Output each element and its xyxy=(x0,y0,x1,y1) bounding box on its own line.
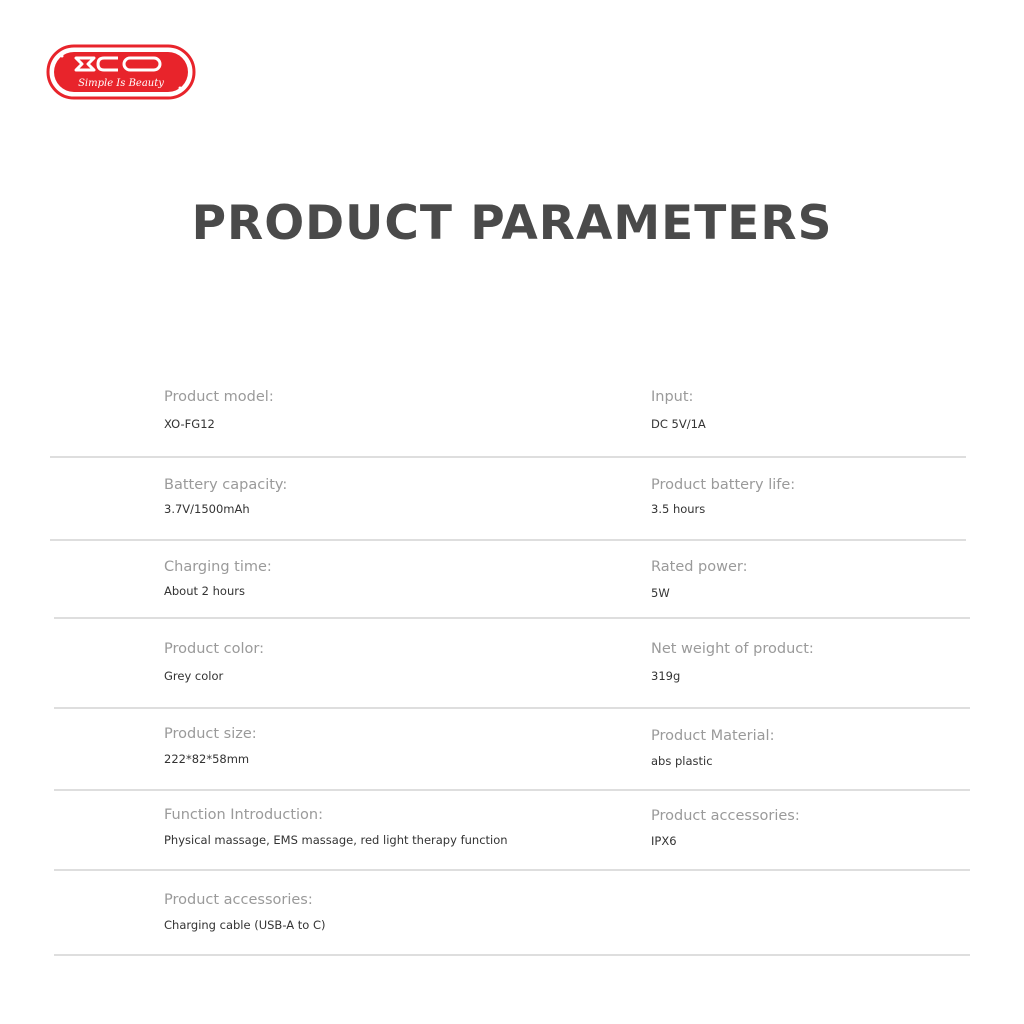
parameter-cell xyxy=(164,559,584,598)
parameter-value: IPX6 xyxy=(651,834,677,848)
parameter-value: 3.5 hours xyxy=(651,502,706,516)
parameter-label: Net weight of product: xyxy=(651,641,814,657)
parameter-value: Charging cable (USB-A to C) xyxy=(164,918,326,932)
parameter-value: DC 5V/1A xyxy=(651,417,706,431)
row-divider xyxy=(50,456,966,458)
row-divider xyxy=(54,789,970,791)
parameter-cell xyxy=(651,641,1024,683)
parameter-value: Physical massage, EMS massage, red light therapy function xyxy=(164,833,508,847)
row-divider xyxy=(54,617,970,619)
parameter-label: Product Material: xyxy=(651,728,775,744)
parameter-label: Product battery life: xyxy=(651,477,796,493)
parameter-label: Rated power: xyxy=(651,559,748,575)
row-divider xyxy=(54,707,970,709)
parameter-value: XO-FG12 xyxy=(164,417,215,431)
parameter-cell xyxy=(164,641,584,683)
parameter-value: 3.7V/1500mAh xyxy=(164,502,250,516)
xo-logo xyxy=(46,44,196,100)
parameter-label: Input: xyxy=(651,389,694,405)
row-divider xyxy=(50,539,966,541)
page-title: PRODUCT PARAMETERS xyxy=(191,196,833,251)
parameter-label: Product size: xyxy=(164,726,257,742)
parameter-cell xyxy=(651,728,1024,768)
parameter-cell xyxy=(651,559,1024,600)
row-divider xyxy=(54,869,970,871)
parameter-value: About 2 hours xyxy=(164,584,245,598)
parameter-label: Product color: xyxy=(164,641,264,657)
parameter-value: 319g xyxy=(651,669,681,683)
logo-slogan: Simple Is Beauty xyxy=(78,78,164,89)
parameter-cell xyxy=(651,808,1024,848)
parameter-value: 222*82*58mm xyxy=(164,752,250,766)
parameter-cell xyxy=(164,726,584,766)
parameter-label: Battery capacity: xyxy=(164,477,288,493)
parameter-label: Function Introduction: xyxy=(164,807,323,823)
parameter-cell xyxy=(164,807,584,847)
parameter-label: Product model: xyxy=(164,389,274,405)
parameter-cell xyxy=(164,892,584,932)
parameter-label: Charging time: xyxy=(164,559,272,575)
row-divider xyxy=(54,954,970,956)
xo-logo-graphic xyxy=(46,44,196,100)
parameter-label: Product accessories: xyxy=(164,892,313,908)
parameter-value: Grey color xyxy=(164,669,224,683)
parameter-value: 5W xyxy=(651,586,670,600)
parameter-cell xyxy=(651,389,1024,431)
parameter-cell xyxy=(164,389,584,431)
parameter-cell xyxy=(164,477,584,516)
parameter-label: Product accessories: xyxy=(651,808,800,824)
parameter-cell xyxy=(651,477,1024,516)
parameter-value: abs plastic xyxy=(651,754,713,768)
